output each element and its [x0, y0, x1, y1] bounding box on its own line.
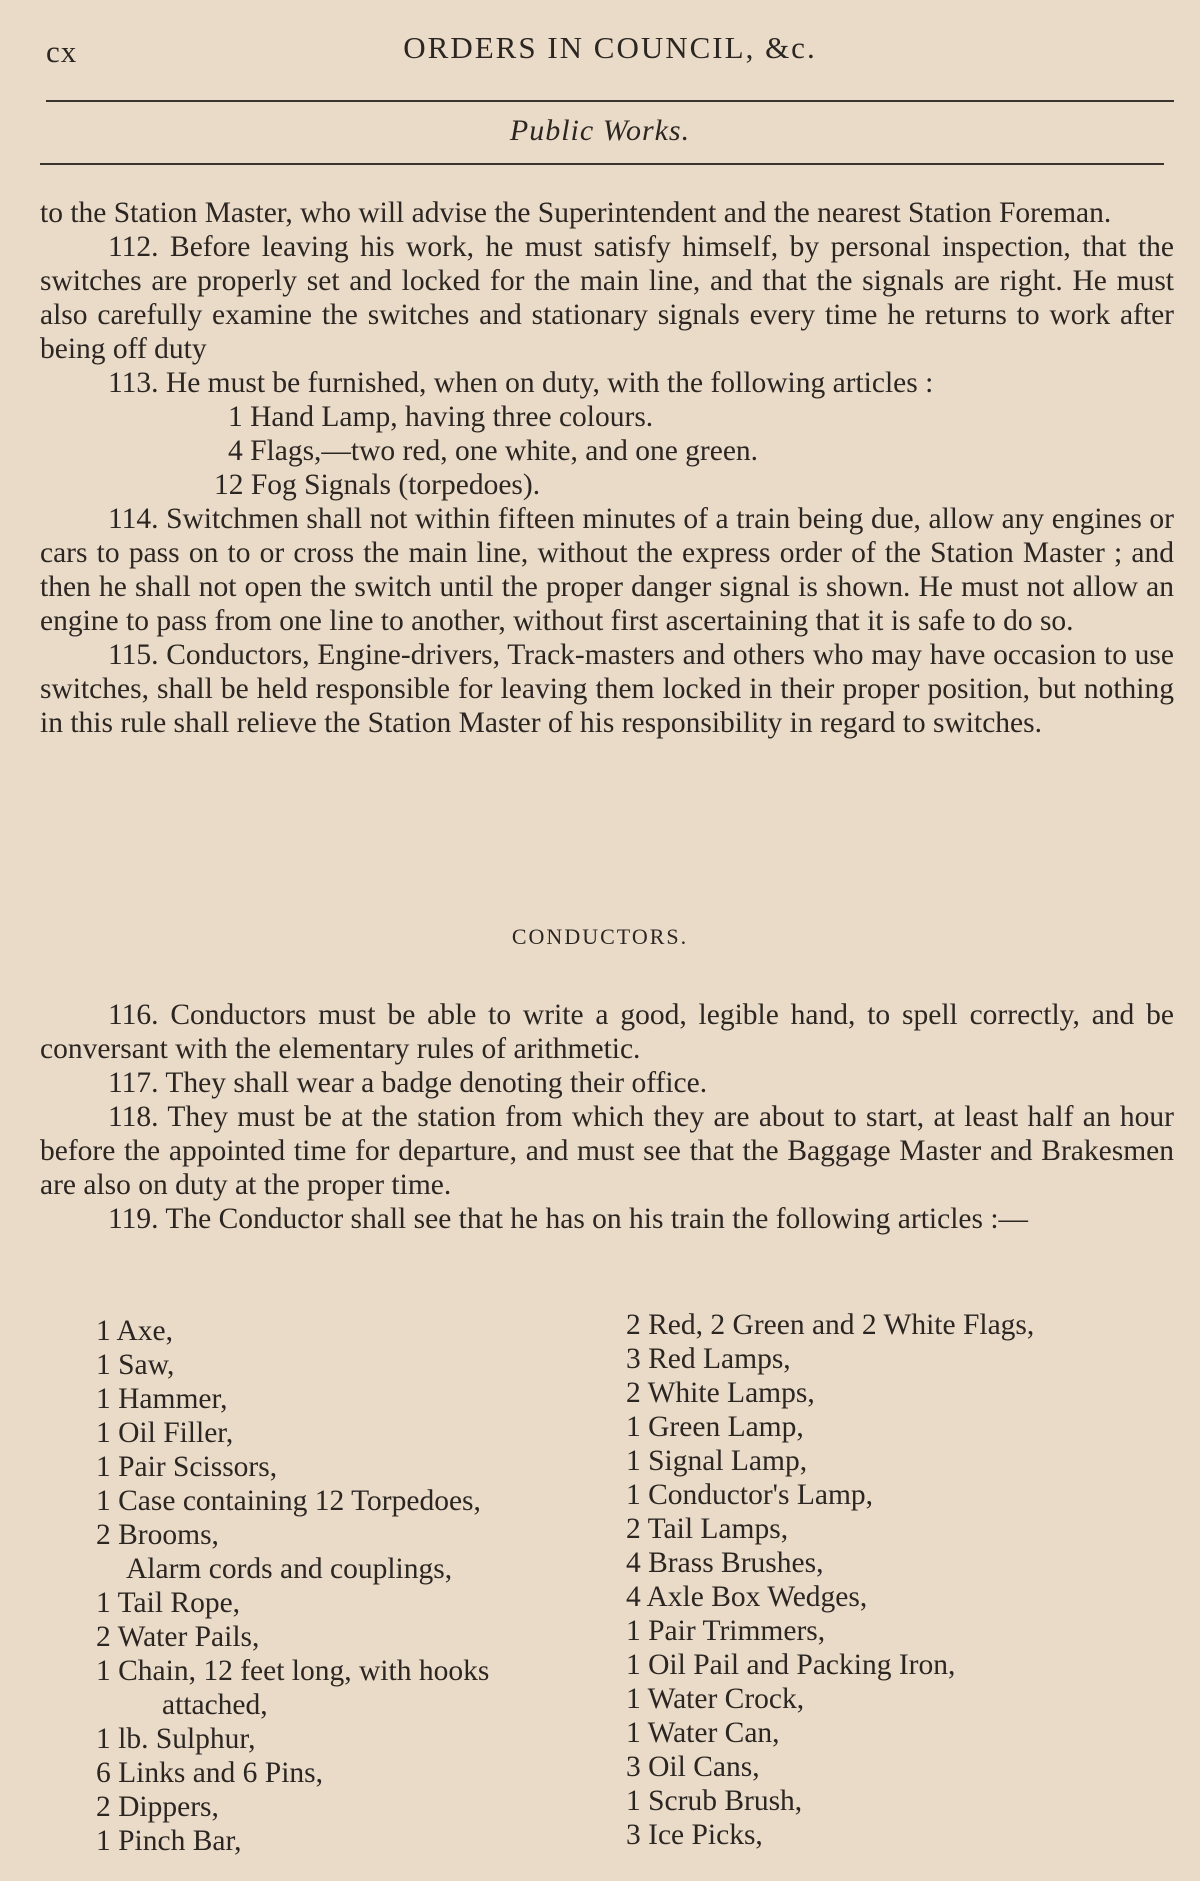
list-item: 1 Oil Filler, — [96, 1417, 234, 1449]
paragraph-112: 112. Before leaving his work, he must satisfy himself, by personal inspection, that the switches are properly set and locked for the main line, and that the signals are right. He must also carefully examine the switches and stationary signals every time he returns to work after being off duty — [40, 231, 1174, 365]
switchman-articles-list — [40, 400, 1174, 502]
section-heading: Public Works. — [509, 114, 691, 147]
list-item: 1 Signal Lamp, — [626, 1445, 808, 1477]
paragraph-116: 116. Conductors must be able to write a good, legible hand, to spell correctly, and be conversant with the elementary rules of arithmetic. — [40, 999, 1174, 1065]
list-item: 2 Water Pails, — [96, 1621, 260, 1653]
list-item: 3 Oil Cans, — [626, 1751, 760, 1783]
top-text-block — [40, 196, 1174, 740]
list-item: 1 Oil Pail and Packing Iron, — [626, 1649, 956, 1681]
page-header — [46, 30, 1174, 74]
list-item: 1 lb. Sulphur, — [96, 1723, 256, 1755]
list-item: 1 Green Lamp, — [626, 1411, 804, 1443]
paragraph-115: 115. Conductors, Engine-drivers, Track-masters and others who may have occasion to use switches, shall be held responsible for leaving them locked in their proper position, but nothing in this rule shall relieve the Station Master of his responsibility in regard to switches. — [40, 639, 1174, 739]
list-item: 4 Brass Brushes, — [626, 1547, 824, 1579]
list-item: 2 Dippers, — [96, 1791, 219, 1823]
list-item: 2 Brooms, — [96, 1519, 219, 1551]
list-item: 12 Fog Signals (torpedoes). — [214, 469, 541, 501]
list-item: 6 Links and 6 Pins, — [96, 1757, 323, 1789]
paragraph-117: 117. They shall wear a badge denoting their office. — [108, 1067, 708, 1099]
list-item: 3 Red Lamps, — [626, 1343, 791, 1375]
articles-right-column — [626, 1308, 1186, 1852]
paragraph-114: 114. Switchmen shall not within fifteen minutes of a train being due, allow any engines or cars to pass on to or cross the main line, without the express order of the Station Master ; and then he shall not open the switch until the proper danger signal is shown. He must not allow an engine to pass from one line to another, without first ascertaining that it is safe to do so. — [40, 503, 1174, 637]
conductors-text-block — [40, 998, 1174, 1236]
paragraph-continuation: to the Station Master, who will advise the Superintendent and the nearest Station Foreman. — [40, 197, 1112, 229]
list-item: 1 Conductor's Lamp, — [626, 1479, 874, 1511]
list-item-continuation: attached, — [162, 1689, 268, 1721]
list-item: 2 Tail Lamps, — [626, 1513, 789, 1545]
list-item: 1 Case containing 12 Torpedoes, — [96, 1485, 481, 1517]
paragraph-113: 113. He must be furnished, when on duty, with the following articles : — [108, 367, 934, 399]
list-item: 1 Pair Trimmers, — [626, 1615, 826, 1647]
paragraph-118: 118. They must be at the station from which they are about to start, at least half an hour before the appointed time for departure, and must see that the Baggage Master and Brakesmen are also on duty at the proper time. — [40, 1101, 1174, 1201]
list-item: 1 Water Crock, — [626, 1683, 805, 1715]
list-item: 4 Axle Box Wedges, — [626, 1581, 868, 1613]
header-rule-top — [46, 100, 1174, 102]
list-item: 2 Red, 2 Green and 2 White Flags, — [626, 1309, 1035, 1341]
conductors-heading: CONDUCTORS. — [511, 924, 689, 949]
list-item: 1 Axe, — [96, 1315, 174, 1347]
list-item: 1 Pinch Bar, — [96, 1825, 242, 1857]
list-item: 1 Chain, 12 feet long, with hooks — [96, 1655, 490, 1687]
header-rule-bottom — [40, 163, 1164, 165]
list-item: 1 Water Can, — [626, 1717, 780, 1749]
list-item: 3 Ice Picks, — [626, 1819, 763, 1851]
list-item: 1 Pair Scissors, — [96, 1451, 278, 1483]
page-number: cx — [46, 34, 78, 69]
paragraph-119: 119. The Conductor shall see that he has on his train the following articles :— — [108, 1203, 1029, 1235]
list-item: 1 Tail Rope, — [96, 1587, 241, 1619]
list-item: 1 Hammer, — [96, 1383, 228, 1415]
list-item: Alarm cords and couplings, — [126, 1553, 453, 1585]
list-item: 1 Hand Lamp, having three colours. — [228, 401, 654, 433]
list-item: 1 Scrub Brush, — [626, 1785, 803, 1817]
articles-left-column — [96, 1314, 616, 1858]
list-item: 2 White Lamps, — [626, 1377, 815, 1409]
running-title: ORDERS IN COUNCIL, &c. — [403, 30, 817, 65]
list-item: 1 Saw, — [96, 1349, 175, 1381]
list-item: 4 Flags,—two red, one white, and one green. — [228, 435, 759, 467]
